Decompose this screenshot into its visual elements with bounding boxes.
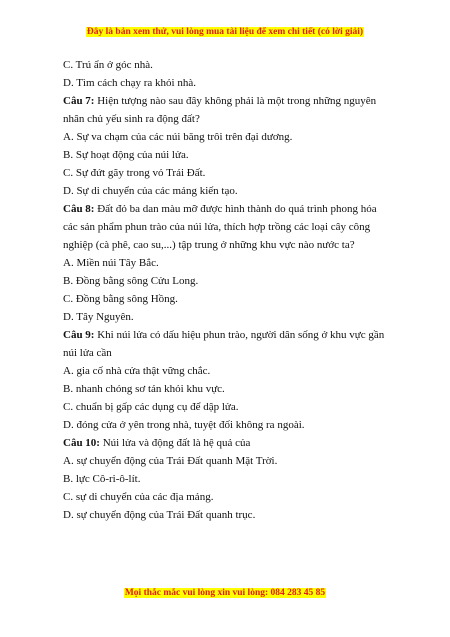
option-line: D. sự chuyển động của Trái Đất quanh trục. — [63, 509, 256, 521]
option-line: C. chuẩn bị gấp các dụng cụ để dập lửa. — [63, 401, 239, 413]
option-line: C. Trú ẩn ở góc nhà. — [63, 59, 153, 71]
option-line: C. Đồng bằng sông Hồng. — [63, 293, 178, 305]
contact-notice-text: Mọi thắc mắc vui lòng xin vui lòng: 084 283 45 85 — [124, 588, 326, 598]
option-line: A. gia cố nhà cửa thật vững chắc. — [63, 365, 211, 377]
preview-notice-banner — [0, 27, 450, 37]
contact-notice-banner — [0, 588, 450, 598]
question-8 — [63, 200, 393, 254]
option-line: A. sự chuyển động của Trái Đất quanh Mặt Trời. — [63, 455, 278, 467]
question-text: Đất đỏ ba dan màu mỡ được hình thành do quá trình phong hóa các sản phẩm phun trào của núi lửa, thích hợp trồng các loại cây công nghiệp (cà phê, cao su,...) tập trung ở những khu vực nào nước ta? — [63, 203, 377, 251]
question-label: Câu 10: — [63, 437, 100, 449]
option-line: D. Sự di chuyển của các mảng kiến tạo. — [63, 185, 238, 197]
option-line: C. Sự đứt gãy trong vỏ Trái Đất. — [63, 167, 206, 179]
question-10 — [63, 434, 393, 452]
question-text: Hiện tượng nào sau đây không phải là một trong những nguyên nhân chủ yếu sinh ra động đất? — [63, 95, 377, 125]
option-line: B. Sự hoạt động của núi lửa. — [63, 149, 189, 161]
preview-notice-text: Đây là bản xem thử, vui lòng mua tài liệu để xem chi tiết (có lời giải) — [86, 27, 364, 37]
option-line: B. Đồng bằng sông Cửu Long. — [63, 275, 199, 287]
question-9 — [63, 326, 393, 362]
option-line: B. nhanh chóng sơ tán khỏi khu vực. — [63, 383, 225, 395]
document-content — [63, 56, 393, 524]
option-line: A. Miền núi Tây Bắc. — [63, 257, 159, 269]
question-7 — [63, 92, 393, 128]
question-label: Câu 9: — [63, 329, 95, 341]
question-text: Núi lửa và động đất là hệ quả của — [99, 437, 251, 449]
option-line: B. lực Cô-ri-ô-lít. — [63, 473, 141, 485]
question-text: Khi núi lửa có dấu hiệu phun trào, người dân sống ở khu vực gần núi lửa cần — [63, 329, 385, 359]
question-label: Câu 8: — [63, 203, 95, 215]
option-line: D. Tìm cách chạy ra khỏi nhà. — [63, 77, 196, 89]
option-line: A. Sự va chạm của các núi băng trôi trên đại dương. — [63, 131, 293, 143]
option-line: D. đóng cửa ở yên trong nhà, tuyệt đối không ra ngoài. — [63, 419, 305, 431]
option-line: C. sự di chuyển của các địa mảng. — [63, 491, 214, 503]
question-label: Câu 7: — [63, 95, 95, 107]
option-line: D. Tây Nguyên. — [63, 311, 134, 323]
